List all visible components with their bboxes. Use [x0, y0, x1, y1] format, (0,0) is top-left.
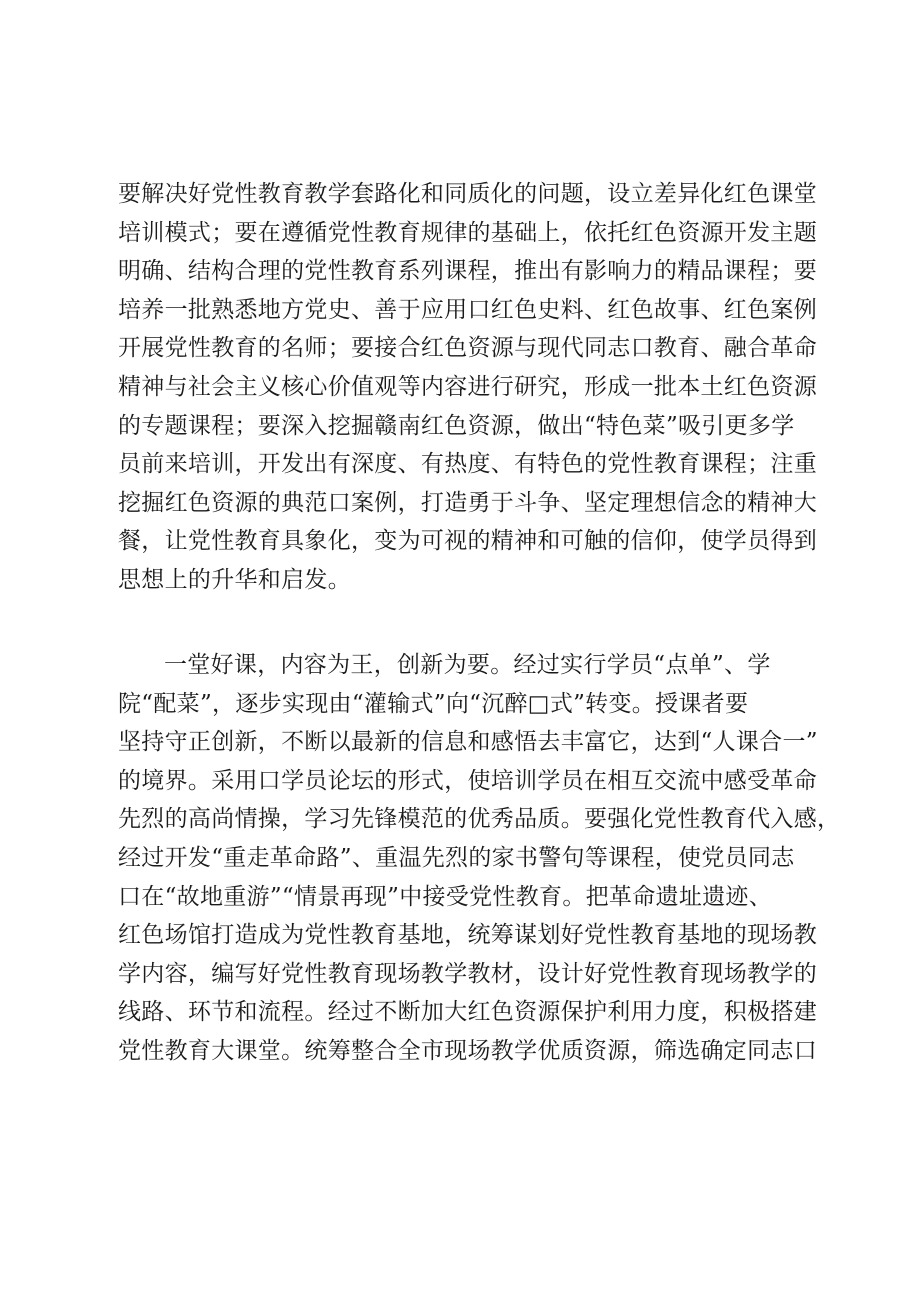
text-line: 培训模式；要在遵循党性教育规律的基础上，依托红色资源开发主题 — [118, 219, 817, 246]
paragraph-1 — [118, 175, 818, 600]
text-line: 餐，让党性教育具象化，变为可视的精神和可触的信仰，使学员得到 — [118, 528, 817, 555]
text-line: 口在“故地重游”“情景再现”中接受党性教育。把革命遗址遗迹、 — [118, 883, 773, 910]
text-line: 坚持守正创新，不断以最新的信息和感悟去丰富它，达到“人课合一” — [118, 729, 818, 756]
paragraph-2 — [118, 646, 841, 1071]
text-line: 培养一批熟悉地方党史、善于应用口红色史料、红色故事、红色案例 — [118, 296, 817, 323]
text-line: 思想上的升华和启发。 — [118, 566, 351, 593]
text-line: 线路、环节和流程。经过不断加大红色资源保护利用力度，积极搭建 — [118, 999, 817, 1026]
text-line: 要解决好党性教育教学套路化和同质化的问题，设立差异化红色课堂 — [118, 181, 817, 207]
text-line: 党性教育大课堂。统筹整合全市现场教学优质资源，筛选确定同志口 — [118, 1037, 817, 1064]
text-line: 挖掘红色资源的典范口案例，打造勇于斗争、坚定理想信念的精神大 — [118, 489, 817, 516]
text-line: 院“配菜”，逐步实现由“灌输式”向“沉醉□式”转变。授课者要 — [118, 690, 749, 717]
text-line: 经过开发“重走革命路”、重温先烈的家书警句等课程，使党员同志 — [118, 844, 795, 871]
text-line: 红色场馆打造成为党性教育基地，统筹谋划好党性教育基地的现场教 — [118, 922, 817, 949]
text-line: 精神与社会主义核心价值观等内容进行研究，形成一批本土红色资源 — [118, 373, 817, 400]
text-line: 的境界。采用口学员论坛的形式，使培训学员在相互交流中感受革命 — [118, 767, 817, 794]
text-line-first-indented: 一堂好课，内容为王，创新为要。经过实行学员“点单”、学 — [164, 652, 771, 678]
text-line: 先烈的高尚情操，学习先锋模范的优秀品质。要强化党性教育代入感， — [118, 806, 841, 833]
text-line: 员前来培训，开发出有深度、有热度、有特色的党性教育课程；注重 — [118, 451, 817, 478]
text-line: 的专题课程；要深入挖掘赣南红色资源，做出“特色菜”吸引更多学 — [118, 412, 795, 439]
text-line: 明确、结构合理的党性教育系列课程，推出有影响力的精品课程；要 — [118, 258, 817, 285]
text-line: 学内容，编写好党性教育现场教学教材，设计好党性教育现场教学的 — [118, 960, 817, 987]
text-line: 开展党性教育的名师；要接合红色资源与现代同志口教育、融合革命 — [118, 335, 817, 362]
